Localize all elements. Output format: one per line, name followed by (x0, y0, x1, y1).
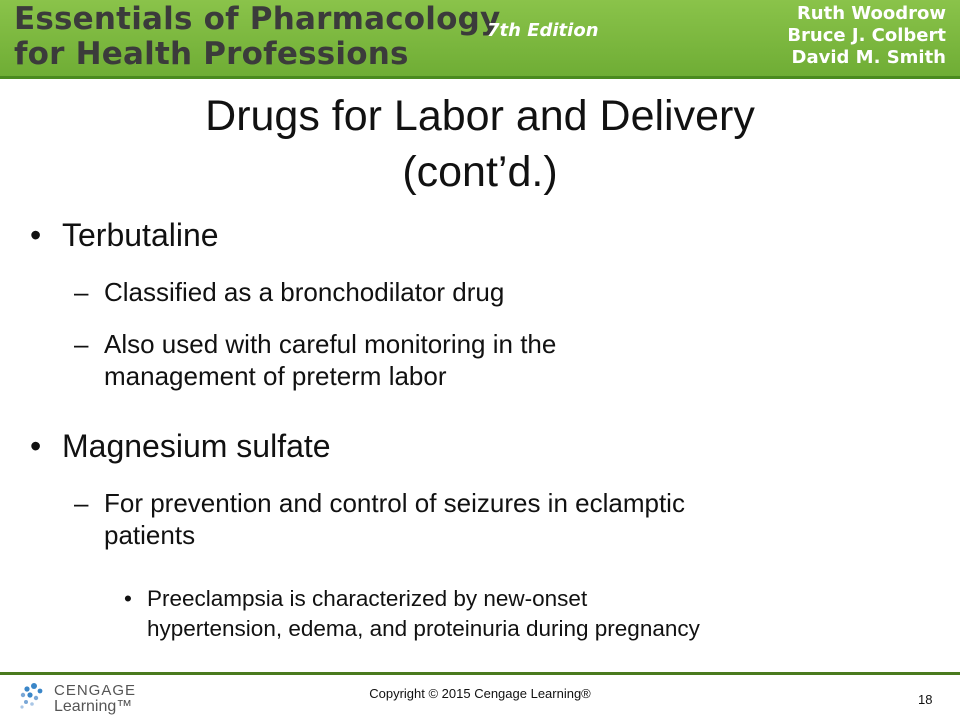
bullet-text: Terbutaline (62, 217, 219, 253)
bullet-marker: • (124, 586, 132, 611)
slide-title (60, 88, 900, 200)
copyright-notice: Copyright © 2015 Cengage Learning® (369, 686, 591, 701)
sub-bullet-line: For prevention and control of seizures in eclamptic (104, 488, 685, 518)
sub-bullet-line: management of preterm labor (104, 361, 447, 391)
book-title (14, 2, 500, 72)
dash-marker: – (74, 277, 89, 307)
slide-title-line-2: (cont’d.) (402, 148, 558, 196)
author-name: Bruce J. Colbert (787, 25, 946, 46)
sub-bullet-line: patients (104, 520, 196, 550)
sub-sub-bullet-line: Preeclampsia is characterized by new-onset (147, 586, 588, 611)
sub-bullet-text: Classified as a bronchodilator drug (104, 277, 505, 307)
sub-sub-bullet-text (147, 584, 947, 644)
author-name: Ruth Woodrow (796, 3, 946, 24)
footer-divider (0, 672, 960, 675)
dash-marker: – (74, 329, 89, 359)
sub-bullet-text (104, 328, 934, 392)
dash-marker: – (74, 488, 89, 518)
logo-wordmark-sub: Learning™ (54, 698, 133, 715)
page-number: 18 (918, 692, 933, 707)
edition-label: 7th Edition (487, 20, 599, 41)
bullet-marker: • (30, 217, 42, 253)
header-banner (0, 0, 960, 79)
author-list (787, 3, 946, 69)
book-title-line-2: for Health Professions (14, 36, 409, 72)
sub-sub-bullet-line: hypertension, edema, and proteinuria during pregnancy (147, 616, 700, 641)
book-title-line-1: Essentials of Pharmacology (14, 1, 501, 37)
logo-wordmark: CENGAGE (54, 682, 137, 699)
slide-title-line-1: Drugs for Labor and Delivery (205, 92, 755, 140)
bullet-text: Magnesium sulfate (62, 428, 331, 464)
sub-bullet-line: Also used with careful monitoring in the (104, 329, 557, 359)
bullet-marker: • (30, 428, 42, 464)
author-name: David M. Smith (791, 47, 946, 68)
sub-bullet-text (104, 487, 934, 551)
